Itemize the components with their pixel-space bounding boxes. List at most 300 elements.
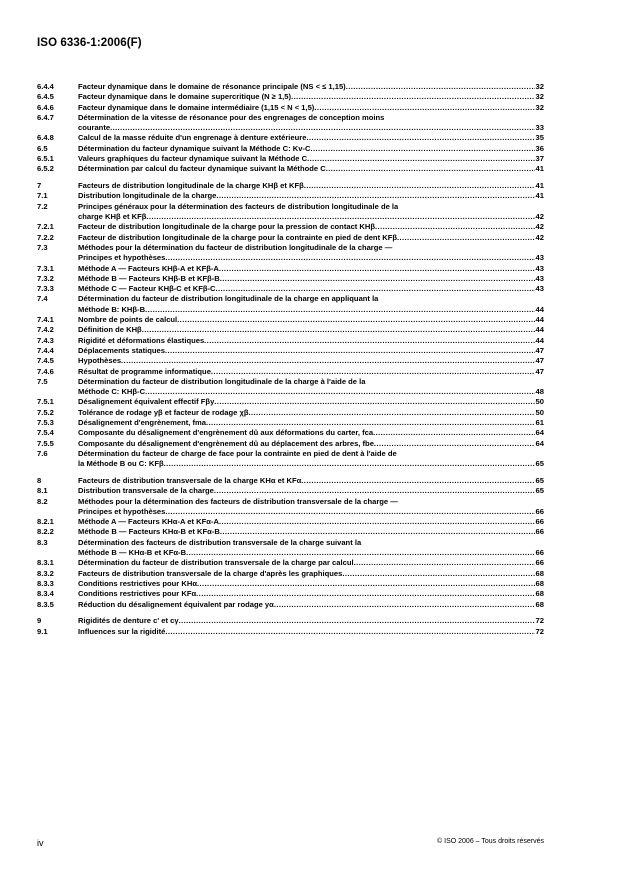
toc-entry-body [78, 164, 544, 174]
toc-entry[interactable] [37, 133, 544, 143]
toc-entry-number: 8.3.1 [37, 558, 54, 568]
dot-leader [342, 569, 534, 579]
toc-entry-line [78, 627, 544, 637]
toc-entry-body [78, 113, 544, 134]
toc-entry-line [78, 233, 544, 243]
toc-entry-title: Méthode C: KHβ-C [78, 387, 146, 397]
toc-entry-number: 9 [37, 616, 42, 626]
toc-entry-title: Facteur dynamique dans le domaine supercritique (N ≥ 1,5) [78, 92, 292, 102]
toc-entry-title: Détermination du facteur de distribution longitudinale de la charge en appliquant la [78, 294, 379, 304]
dot-leader [354, 558, 535, 568]
toc-entry-body [78, 346, 544, 356]
toc-entry[interactable] [37, 346, 544, 356]
dot-leader [206, 418, 535, 428]
toc-entry-number: 7.4 [37, 294, 48, 304]
toc-entry-line [78, 569, 544, 579]
toc-entry-body [78, 627, 544, 637]
toc-entry-body [78, 600, 544, 610]
dot-leader [306, 133, 534, 143]
toc-entry-line [78, 397, 544, 407]
toc-entry-page: 66 [535, 517, 544, 527]
toc-entry-body [78, 154, 544, 164]
toc-entry-page: 64 [535, 428, 544, 438]
toc-entry-title: Principes et hypothèses [78, 253, 166, 263]
toc-entry-number: 8.2 [37, 496, 48, 506]
toc-entry-page: 66 [535, 506, 544, 516]
toc-entry-line [78, 191, 544, 201]
toc-entry-body [78, 103, 544, 113]
toc-entry-page: 36 [535, 143, 544, 153]
toc-entry[interactable] [37, 144, 544, 154]
toc-entry-title: Détermination de la vitesse de résonance pour des engrenages de conception moins [78, 112, 385, 122]
toc-entry-body [78, 589, 544, 599]
toc-entry-page: 44 [535, 304, 544, 314]
toc-entry[interactable] [37, 356, 544, 366]
toc-entry-page: 44 [535, 335, 544, 345]
toc-entry-number: 6.4.4 [37, 82, 54, 91]
toc-entry[interactable] [37, 418, 544, 428]
toc-entry-page: 43 [535, 284, 544, 294]
toc-entry-title: Rigidité et déformations élastiques [78, 335, 205, 345]
toc-entry-number: 8.1 [37, 486, 48, 496]
toc-entry[interactable] [37, 439, 544, 449]
dot-leader [314, 103, 534, 113]
toc-entry-page: 65 [535, 459, 544, 469]
toc-entry-line [78, 418, 544, 428]
toc-entry-page: 32 [535, 92, 544, 102]
toc-entry-line [78, 253, 544, 263]
toc-entry-line [78, 579, 544, 589]
toc-entry-page: 35 [535, 133, 544, 143]
toc-entry[interactable] [37, 476, 544, 486]
toc-entry-line [78, 548, 544, 558]
toc-entry-page: 64 [535, 438, 544, 448]
toc-entry-title: Facteur de distribution longitudinale de la charge pour la pression de contact KHβ [78, 222, 376, 232]
toc-entry-body [78, 486, 544, 496]
toc-entry-title: charge KHβ et KFβ [78, 212, 147, 222]
toc-entry-line [78, 486, 544, 496]
toc-entry-body [78, 517, 544, 527]
toc-entry-page: 66 [535, 558, 544, 568]
toc-entry-line [78, 497, 544, 507]
dot-leader [311, 144, 535, 154]
toc-entry-number: 6.4.7 [37, 112, 54, 122]
toc-entry-number: 7.5.4 [37, 428, 54, 438]
dot-leader [307, 154, 534, 164]
toc-entry[interactable] [37, 558, 544, 568]
toc-entry-line [78, 243, 544, 253]
dot-leader [142, 325, 535, 335]
toc-entry[interactable] [37, 569, 544, 579]
toc-entry[interactable] [37, 274, 544, 284]
toc-entry-line [78, 377, 544, 387]
toc-entry[interactable] [37, 113, 544, 134]
toc-entry-line [78, 113, 544, 123]
toc-entry[interactable] [37, 600, 544, 610]
dot-leader [165, 346, 535, 356]
toc-entry-body [78, 325, 544, 335]
toc-entry-number: 6.5.1 [37, 154, 54, 164]
toc-entry[interactable] [37, 325, 544, 335]
dot-leader [146, 212, 534, 222]
toc-entry-page: 68 [535, 589, 544, 599]
document-header: ISO 6336-1:2006(F) [37, 37, 142, 49]
toc-entry-number: 7.2.1 [37, 222, 54, 232]
toc-entry-page: 47 [535, 366, 544, 376]
toc-entry[interactable] [37, 181, 544, 191]
toc-entry-body [78, 181, 544, 191]
toc-entry-body [78, 497, 544, 518]
toc-entry-line [78, 202, 544, 212]
toc-entry-title: Nombre de points de calcul [78, 315, 178, 325]
toc-entry-line [78, 538, 544, 548]
toc-entry-line [78, 315, 544, 325]
toc-entry-number: 7 [37, 181, 42, 191]
toc-entry-body [78, 82, 544, 92]
toc-entry[interactable] [37, 377, 544, 398]
toc-entry-line [78, 600, 544, 610]
toc-entry-number: 8.2.1 [37, 517, 54, 527]
toc-entry-page: 65 [535, 475, 544, 485]
toc-entry-line [78, 305, 544, 315]
toc-entry-line [78, 356, 544, 366]
toc-entry-body [78, 408, 544, 418]
toc-entry-body [78, 274, 544, 284]
toc-entry-title: Méthode B: KHβ-B [78, 304, 146, 314]
toc-entry-title: Méthodes pour la détermination des facteurs de distribution transversale de la charge — [78, 496, 398, 506]
toc-entry-number: 7.5.5 [37, 438, 54, 448]
toc-entry-title: Facteurs de distribution transversale de la charge KHα et KFα [78, 475, 302, 485]
toc-entry[interactable] [37, 222, 544, 232]
toc-entry-body [78, 616, 544, 626]
toc-entry[interactable] [37, 538, 544, 559]
toc-entry[interactable] [37, 315, 544, 325]
toc-entry-title: Principes généraux pour la détermination des facteurs de distribution longitudinale de la [78, 201, 399, 211]
dot-leader [196, 589, 534, 599]
toc-entry-page: 50 [535, 407, 544, 417]
toc-entry[interactable] [37, 627, 544, 637]
page-footer [37, 838, 544, 848]
toc-entry[interactable] [37, 92, 544, 102]
toc-entry-page: 32 [535, 82, 544, 91]
toc-entry-body [78, 418, 544, 428]
toc-entry-body [78, 243, 544, 264]
dot-leader [204, 336, 534, 346]
toc-entry-body [78, 356, 544, 366]
toc-entry-title: Méthode B — Facteurs KHα-B et KFα-B [78, 527, 220, 537]
toc-entry[interactable] [37, 449, 544, 470]
toc-entry-line [78, 476, 544, 486]
toc-entry-page: 47 [535, 356, 544, 366]
toc-entry-title: Conditions restrictives pour KFα [78, 589, 197, 599]
toc-entry-body [78, 569, 544, 579]
toc-entry-title: Méthode B — KHα-B et KFα-B [78, 548, 187, 558]
toc-entry[interactable] [37, 428, 544, 438]
toc-entry-title: courante [78, 123, 111, 133]
toc-entry[interactable] [37, 408, 544, 418]
toc-entry-title: Valeurs graphiques du facteur dynamique suivant la Méthode C [78, 154, 308, 164]
dot-leader [110, 123, 534, 133]
page-number: iv [37, 838, 44, 848]
toc-entry-title: Composante du désalignement d'engrènement dû aux déformations du carter, fca [78, 428, 374, 438]
toc-entry-page: 66 [535, 527, 544, 537]
toc-entry-number: 8 [37, 475, 42, 485]
toc-entry-page: 33 [535, 123, 544, 133]
toc-entry-line [78, 133, 544, 143]
toc-entry-body [78, 476, 544, 486]
toc-entry-number: 9.1 [37, 626, 48, 636]
toc-entry-number: 7.4.4 [37, 345, 54, 355]
toc-entry[interactable] [37, 284, 544, 294]
toc-entry-title: Facteur de distribution longitudinale de la charge pour la contrainte en pied de dent KFβ [78, 232, 397, 242]
toc-entry-title: Distribution longitudinale de la charge [78, 191, 217, 201]
toc-entry-title: Calcul de la masse réduite d'un engrenage à denture extérieure [78, 133, 307, 143]
toc-entry[interactable] [37, 103, 544, 113]
toc-entry-number: 7.1 [37, 191, 48, 201]
toc-entry-body [78, 449, 544, 470]
toc-entry-line [78, 527, 544, 537]
toc-entry-title: Méthode C — Facteur KHβ-C et KFβ-C [78, 284, 216, 294]
toc-entry-number: 7.4.3 [37, 335, 54, 345]
toc-entry[interactable] [37, 397, 544, 407]
toc-entry-title: Facteur dynamique dans le domaine intermédiaire (1,15 < N < 1,5) [78, 102, 315, 112]
dot-leader [346, 82, 535, 92]
dot-leader [326, 164, 535, 174]
toc-entry-line [78, 439, 544, 449]
toc-entry-number: 8.3.4 [37, 589, 54, 599]
dot-leader [304, 181, 535, 191]
toc-entry[interactable] [37, 264, 544, 274]
dot-leader [291, 92, 534, 102]
toc-entry-title: Détermination des facteurs de distribution transversale de la charge suivant la [78, 537, 362, 547]
toc-entry-page: 41 [535, 164, 544, 174]
dot-leader [165, 627, 534, 637]
toc-entry-page: 42 [535, 212, 544, 222]
toc-entry[interactable] [37, 367, 544, 377]
toc-entry-title: Distribution transversale de la charge [78, 486, 214, 496]
toc-entry[interactable] [37, 579, 544, 589]
toc-entry-body [78, 284, 544, 294]
toc-entry-line [78, 82, 544, 92]
toc-entry-line [78, 325, 544, 335]
toc-entry-number: 8.3.5 [37, 599, 54, 609]
toc-entry-body [78, 558, 544, 568]
toc-entry-line [78, 367, 544, 377]
toc-entry-number: 6.5.2 [37, 164, 54, 174]
toc-entry-number: 7.3 [37, 242, 48, 252]
toc-entry-line [78, 616, 544, 626]
toc-entry-number: 6.5 [37, 143, 48, 153]
toc-entry-line [78, 346, 544, 356]
toc-entry[interactable] [37, 486, 544, 496]
toc-entry-number: 8.3.3 [37, 578, 54, 588]
toc-entry-number: 7.5.2 [37, 407, 54, 417]
toc-entry-page: 44 [535, 325, 544, 335]
toc-entry-title: Méthodes pour la détermination du facteur de distribution longitudinale de la charge — [78, 242, 393, 252]
toc-entry-page: 68 [535, 599, 544, 609]
toc-entry-line [78, 507, 544, 517]
toc-entry-page: 47 [535, 345, 544, 355]
toc-entry-body [78, 377, 544, 398]
dot-leader [179, 616, 535, 626]
toc-entry-page: 72 [535, 626, 544, 636]
toc-entry-line [78, 274, 544, 284]
toc-entry-line [78, 154, 544, 164]
dot-leader [211, 367, 535, 377]
toc-entry-number: 7.3.1 [37, 263, 54, 273]
dot-leader [397, 233, 535, 243]
toc-entry-line [78, 294, 544, 304]
dot-leader [214, 486, 535, 496]
toc-entry-body [78, 92, 544, 102]
toc-entry-title: Définition de KHβ [78, 325, 142, 335]
dot-leader [165, 507, 534, 517]
toc-entry-body [78, 144, 544, 154]
toc-entry-title: Détermination du facteur dynamique suivant la Méthode C: Kv-C [78, 143, 311, 153]
toc-entry-title: la Méthode B ou C: KFβ [78, 459, 164, 469]
dot-leader [214, 397, 534, 407]
dot-leader [216, 191, 534, 201]
toc-entry-number: 8.2.2 [37, 527, 54, 537]
toc-entry-line [78, 264, 544, 274]
toc-entry-body [78, 233, 544, 243]
dot-leader [197, 579, 535, 589]
toc-entry-title: Rigidités de denture c' et cγ [78, 616, 179, 626]
toc-entry-line [78, 428, 544, 438]
copyright-notice: © ISO 2006 – Tous droits réservés [437, 838, 544, 845]
dot-leader [220, 527, 535, 537]
toc-entry-number: 7.4.1 [37, 315, 54, 325]
toc-entry[interactable] [37, 164, 544, 174]
dot-leader [219, 264, 535, 274]
toc-entry-body [78, 579, 544, 589]
toc-entry-page: 37 [535, 154, 544, 164]
toc-entry-body [78, 222, 544, 232]
toc-entry[interactable] [37, 527, 544, 537]
toc-entry-body [78, 397, 544, 407]
toc-entry[interactable] [37, 589, 544, 599]
toc-entry-body [78, 428, 544, 438]
dot-leader [165, 253, 534, 263]
toc-entry-page: 65 [535, 486, 544, 496]
toc-entry-line [78, 589, 544, 599]
dot-leader [186, 548, 534, 558]
toc-entry-page: 43 [535, 273, 544, 283]
toc-entry-line [78, 459, 544, 469]
toc-entry-page: 44 [535, 315, 544, 325]
toc-entry-title: Influences sur la rigidité [78, 626, 166, 636]
toc-entry-body [78, 527, 544, 537]
toc-entry-line [78, 449, 544, 459]
dot-leader [164, 459, 535, 469]
toc-entry-title: Détermination du facteur de distribution transversale de la charge par calcul [78, 558, 354, 568]
toc-entry[interactable] [37, 191, 544, 201]
toc-entry[interactable] [37, 243, 544, 264]
toc-entry-line [78, 517, 544, 527]
dot-leader [249, 408, 535, 418]
dot-leader [121, 356, 535, 366]
toc-entry[interactable] [37, 82, 544, 92]
toc-entry-number: 7.5.1 [37, 397, 54, 407]
toc-entry-number: 8.3.2 [37, 568, 54, 578]
toc-entry-line [78, 164, 544, 174]
dot-leader [145, 305, 534, 315]
toc-entry-line [78, 181, 544, 191]
toc-entry-title: Désalignement d'engrènement, fma [78, 418, 206, 427]
toc-entry[interactable] [37, 517, 544, 527]
toc-entry-page: 41 [535, 191, 544, 201]
toc-entry[interactable] [37, 336, 544, 346]
toc-entry-title: Désalignement équivalent effectif Fβy [78, 397, 215, 407]
toc-entry-number: 7.2 [37, 201, 48, 211]
toc-entry-title: Conditions restrictives pour KHα [78, 578, 198, 588]
toc-entry-page: 42 [535, 232, 544, 242]
dot-leader [301, 476, 534, 486]
toc-entry-page: 32 [535, 102, 544, 112]
toc-entry-line [78, 336, 544, 346]
toc-entry-title: Principes et hypothèses [78, 506, 166, 516]
dot-leader [177, 315, 534, 325]
toc-entry-number: 7.4.2 [37, 325, 54, 335]
toc-entry-number: 7.2.2 [37, 232, 54, 242]
toc-entry-number: 7.5.3 [37, 418, 54, 427]
toc-entry[interactable] [37, 497, 544, 518]
toc-entry-body [78, 191, 544, 201]
toc-entry-page: 43 [535, 253, 544, 263]
toc-entry-page: 50 [535, 397, 544, 407]
toc-entry-title: Détermination par calcul du facteur dynamique suivant la Méthode C [78, 164, 326, 174]
toc-entry-body [78, 202, 544, 223]
toc-entry-title: Méthode A — Facteurs KHβ-A et KFβ-A [78, 263, 219, 273]
toc-entry-line [78, 144, 544, 154]
toc-entry-title: Facteurs de distribution longitudinale de la charge KHβ et KFβ [78, 181, 304, 191]
toc-entry[interactable] [37, 202, 544, 223]
toc-entry-page: 68 [535, 578, 544, 588]
toc-entry-line [78, 387, 544, 397]
toc-entry-title: Tolérance de rodage yβ et facteur de rodage χβ [78, 407, 249, 417]
toc-entry-number: 8.3 [37, 537, 48, 547]
toc-entry-line [78, 92, 544, 102]
toc-entry-page: 68 [535, 568, 544, 578]
toc-entry-body [78, 439, 544, 449]
toc-entry-body [78, 315, 544, 325]
toc-entry-number: 6.4.8 [37, 133, 54, 143]
toc-entry-body [78, 336, 544, 346]
toc-entry-title: Hypothèses [78, 356, 122, 366]
toc-entry-body [78, 367, 544, 377]
toc-entry-number: 7.3.2 [37, 273, 54, 283]
toc-entry[interactable] [37, 616, 544, 626]
toc-entry-number: 6.4.6 [37, 102, 54, 112]
toc-entry[interactable] [37, 294, 544, 315]
toc-entry[interactable] [37, 233, 544, 243]
toc-entry[interactable] [37, 154, 544, 164]
toc-entry-title: Méthode A — Facteurs KHα-A et KFα-A [78, 517, 219, 527]
dot-leader [274, 600, 535, 610]
dot-leader [219, 517, 535, 527]
table-of-contents [37, 82, 544, 637]
toc-entry-title: Méthode B — Facteurs KHβ-B et KFβ-B [78, 273, 220, 283]
dot-leader [145, 387, 534, 397]
toc-entry-title: Détermination du facteur de distribution longitudinale de la charge à l'aide de la [78, 376, 366, 386]
toc-entry-number: 7.4.5 [37, 356, 54, 366]
dot-leader [216, 284, 535, 294]
toc-entry-title: Facteur dynamique dans le domaine de résonance principale (NS < ≤ 1,15) [78, 82, 346, 91]
toc-entry-number: 7.4.6 [37, 366, 54, 376]
toc-entry-body [78, 133, 544, 143]
toc-entry-number: 7.3.3 [37, 284, 54, 294]
dot-leader [374, 439, 535, 449]
